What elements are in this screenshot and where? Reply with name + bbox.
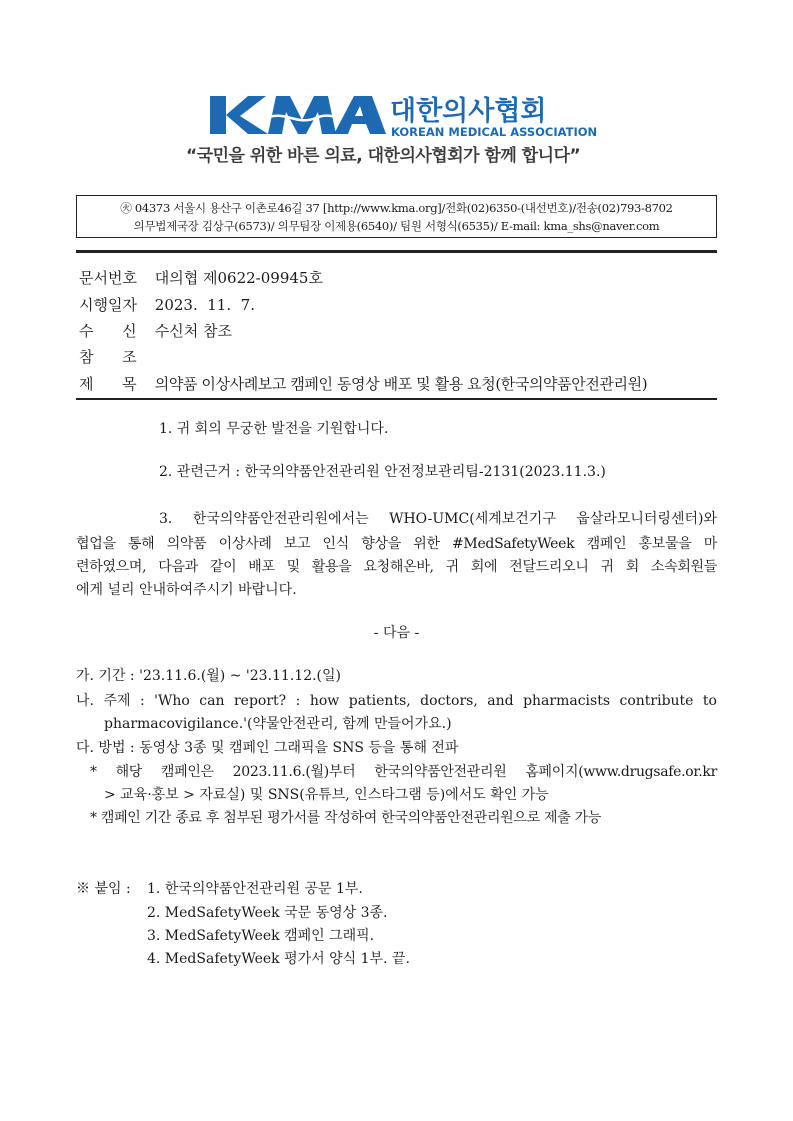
detail-topic-line-2: pharmacovigilance.'(약물안전관리, 함께 만들어가요.) xyxy=(104,716,452,732)
attachment-item: 2. MedSafetyWeek 국문 동영상 3종. xyxy=(147,905,388,921)
subject-row xyxy=(79,373,647,394)
body-paragraph-3-line-4: 에게 널리 안내하여주시기 바랍니다. xyxy=(76,582,297,598)
date-row xyxy=(79,294,255,315)
detail-period: 가. 기간 : '23.11.6.(월) ~ '23.11.12.(일) xyxy=(76,668,341,684)
doc-number: 대의협 제0622-09945호 xyxy=(154,269,323,287)
doc-number-label: 문서번호 xyxy=(79,269,137,287)
detail-topic-line-1: 나. 주제 : 'Who can report? : how patients, doctors, and pharmacists contribute to xyxy=(76,693,717,709)
subject-value: 의약품 이상사례보고 캠페인 동영상 배포 및 활용 요청(한국의약품안전관리원) xyxy=(154,375,648,393)
note-1-line-1: * 해당 캠페인은 2023.11.6.(월)부터 한국의약품안전관리원 홈페이지(www.drugsafe.or.kr xyxy=(90,764,717,780)
tagline: “국민을 위한 바른 의료, 대한의사협회가 함께 합니다” xyxy=(186,146,581,166)
attachment-item: 3. MedSafetyWeek 캠페인 그래픽. xyxy=(147,928,375,944)
recipient-row xyxy=(79,320,232,341)
org-name-ko: 대한의사협회 xyxy=(390,96,547,127)
note-2: * 캠페인 기간 종료 후 첨부된 평가서를 작성하여 한국의약품안전관리원으로 제출 가능 xyxy=(90,810,602,826)
date-label: 시행일자 xyxy=(79,296,137,314)
body-paragraph-1: 1. 귀 회의 무궁한 발전을 기원합니다. xyxy=(159,421,389,437)
reference-label: 참 조 xyxy=(79,348,137,366)
header-divider xyxy=(76,250,717,253)
kma-logo xyxy=(206,90,606,140)
body-paragraph-3-line-1: 3. 한국의약품안전관리원에서는 WHO-UMC(세계보건기구 웁살라모니터링센터)와 xyxy=(159,511,717,527)
body-paragraph-3-line-2: 협업을 통해 의약품 이상사례 보고 인식 향상을 위한 #MedSafetyWeek 캠페인 홍보물을 마 xyxy=(76,536,717,552)
reference-row xyxy=(79,346,155,367)
address-line-2: 의무법제국장 김상구(6573)/ 의무팀장 이제용(6540)/ 팀원 서형식(6535)/ E-mail: kma_shs@naver.com xyxy=(133,219,660,233)
subject-divider xyxy=(76,398,717,400)
org-name-en: KOREAN MEDICAL ASSOCIATION xyxy=(391,125,598,139)
attachment-item: 1. 한국의약품안전관리원 공문 1부. xyxy=(147,881,363,897)
attachment-item: 4. MedSafetyWeek 평가서 양식 1부. 끝. xyxy=(147,951,410,967)
subject-label: 제 목 xyxy=(79,375,137,393)
detail-method: 다. 방법 : 동영상 3종 및 캠페인 그래픽을 SNS 등을 통해 전파 xyxy=(76,740,459,756)
note-1-line-2: > 교육·홍보 > 자료실) 및 SNS(유튜브, 인스타그램 등)에서도 확인 가능 xyxy=(104,787,549,803)
date-value: 2023. 11. 7. xyxy=(154,296,255,314)
attachments-label: ※ 붙임 : xyxy=(76,881,131,897)
recipient-value: 수신처 참조 xyxy=(154,322,232,340)
kma-logo-mark xyxy=(210,96,386,134)
body-paragraph-2: 2. 관련근거 : 한국의약품안전관리원 안전정보관리팀-2131(2023.11.3.) xyxy=(159,464,606,480)
address-line-1: ㊋ 04373 서울시 용산구 이촌로46길 37 [http://www.kma.org]/전화(02)6350-(내선번호)/전송(02)793-8702 xyxy=(120,201,673,215)
next-heading: - 다음 - xyxy=(373,625,420,641)
recipient-label: 수 신 xyxy=(79,322,137,340)
body-paragraph-3-line-3: 련하였으며, 다음과 같이 배포 및 활용을 요청해온바, 귀 회에 전달드리오니 귀 회 소속회원들 xyxy=(76,559,717,575)
address-box xyxy=(76,195,717,238)
doc-number-row xyxy=(79,267,323,288)
